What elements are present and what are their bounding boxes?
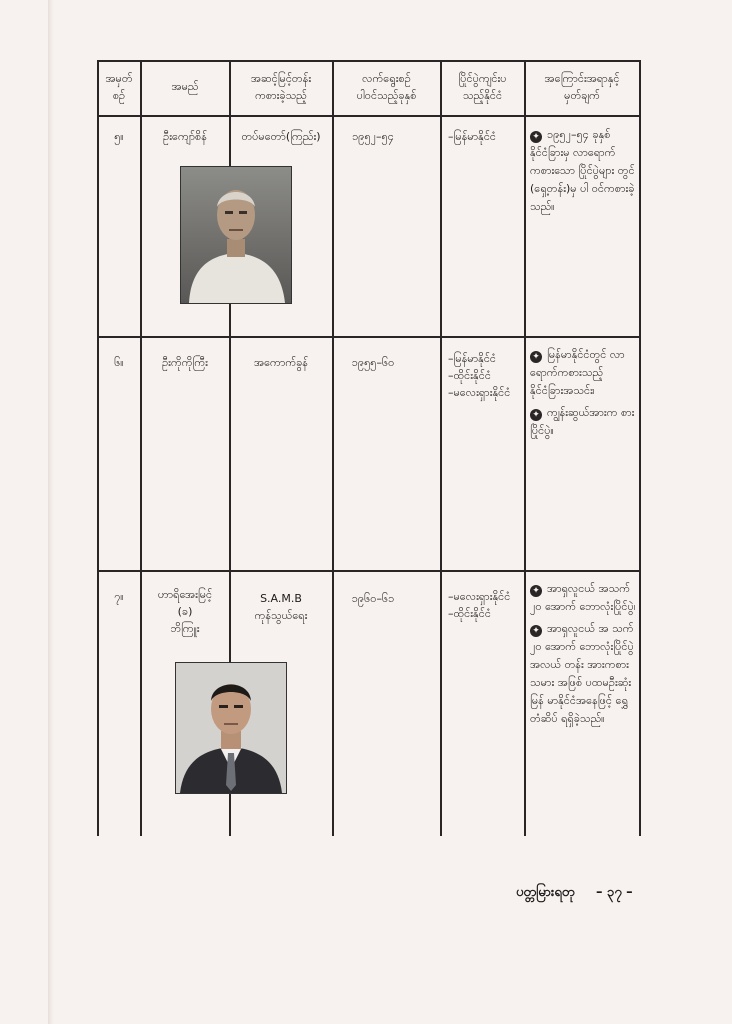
- row1-years: ၁၉၅၂–၅၄: [352, 130, 394, 143]
- row2-notes: [530, 346, 636, 444]
- row2-note-2: ✦ ကျွန်းဆွယ်အားက စားပြိုင်ပွဲ။: [530, 406, 635, 437]
- row2-years: ၁၉၅၅–၆၀: [351, 356, 395, 369]
- footer-title: ပတ္တမြားရတု: [516, 885, 575, 900]
- star-in-circle-icon: ✦: [530, 131, 542, 143]
- row1-countries: –မြန်မာနိုင်ငံ: [448, 130, 497, 143]
- header-club: အဆင့်မြင့်တန်း ကစားခဲ့သည့်: [250, 72, 312, 102]
- row3-club: S.A.M.B ကုန်သွယ်ရေး: [254, 592, 308, 622]
- page-number: – ၃၇ –: [596, 885, 633, 900]
- row2-no: ၆။: [114, 356, 124, 369]
- row3-portrait-photo: [175, 662, 287, 794]
- row1-name: ဦးကျော်စိန်: [163, 130, 207, 143]
- portrait-elderly-man-white-shirt: [181, 167, 291, 303]
- star-in-circle-icon: ✦: [530, 625, 542, 637]
- row1-no: ၅။: [114, 130, 124, 143]
- row2-note-1: ✦ မြန်မာနိုင်ငံတွင် လာရောက်ကစားသည့် နိုင်ငံခြားအသင်း၊: [530, 348, 625, 397]
- header-no: အမှတ် စဉ်: [105, 72, 133, 102]
- col-rule-4: [440, 60, 442, 836]
- header-countries: ပြိုင်ပွဲကျင်းပ သည့်နိုင်ငံ: [458, 72, 507, 102]
- binding-fold: [48, 0, 54, 1024]
- col-rule-0: [97, 60, 99, 836]
- row3-note-1: ✦ အာရှလူငယ် အသက် ၂၀ အောက် ဘောလုံးပြိုင်ပွဲ၊: [530, 582, 636, 613]
- star-in-circle-icon: ✦: [530, 585, 542, 597]
- col-rule-6: [639, 60, 641, 836]
- row2-club: အကောက်ခွန်: [253, 356, 308, 369]
- row1-note-1: ✦ ၁၉၅၂–၅၄ ခုနှစ် နိုင်ငံခြားမှ လာရောက် ကစားသော ပြိုင်ပွဲများ တွင် (ရှေ့တန်း)မှ ပါ ဝင်ကစားခဲ့သည်။: [530, 128, 635, 213]
- row3-name: ဟာရိအေးမြင့် (ခ) ဘိကြူး: [157, 588, 213, 635]
- row3-no: ၇။: [114, 590, 124, 603]
- star-in-circle-icon: ✦: [530, 409, 542, 421]
- table-top-rule: [97, 60, 641, 62]
- col-rule-5: [524, 60, 526, 836]
- header-notes: အကြောင်းအရာနှင့် မှတ်ချက်: [544, 72, 620, 102]
- portrait-man-suit-tie: [176, 663, 286, 793]
- row3-countries: –မလေးရှားနိုင်ငံ –ထိုင်းနိုင်ငံ: [448, 590, 511, 620]
- col-rule-3: [332, 60, 334, 836]
- row1-club: တပ်မတော်(ကြည်း): [241, 130, 321, 143]
- row2-countries: –မြန်မာနိုင်ငံ –ထိုင်းနိုင်ငံ –မလေးရှားနိုင်ငံ: [448, 352, 511, 399]
- header-rule: [97, 115, 641, 117]
- row3-note-2: ✦ အာရှလူငယ် အ သက် ၂၀ အောက် ဘောလုံးပြိုင်ပွဲ အလယ် တန်း အားကစားသမား အဖြစ် ပထမဦးဆုံး မြန် မာနိုင်ငံအနေဖြင့် ရွှေ တံဆိပ် ရရှိခဲ့သည်။: [530, 622, 634, 725]
- col-rule-1: [140, 60, 142, 836]
- row3-notes: [530, 580, 636, 732]
- row2-name: ဦးကိုကိုကြီး: [162, 356, 208, 369]
- row1-notes: [530, 126, 636, 220]
- row-rule-1: [97, 336, 641, 338]
- header-name: အမည်: [171, 80, 199, 93]
- header-years: လက်ရွေးစဉ် ပါဝင်သည့်ခုနှစ်: [356, 72, 417, 102]
- row3-years: ၁၉၆၀–၆၁: [351, 592, 395, 605]
- row-rule-2: [97, 570, 641, 572]
- row1-portrait-photo: [180, 166, 292, 304]
- star-in-circle-icon: ✦: [530, 351, 542, 363]
